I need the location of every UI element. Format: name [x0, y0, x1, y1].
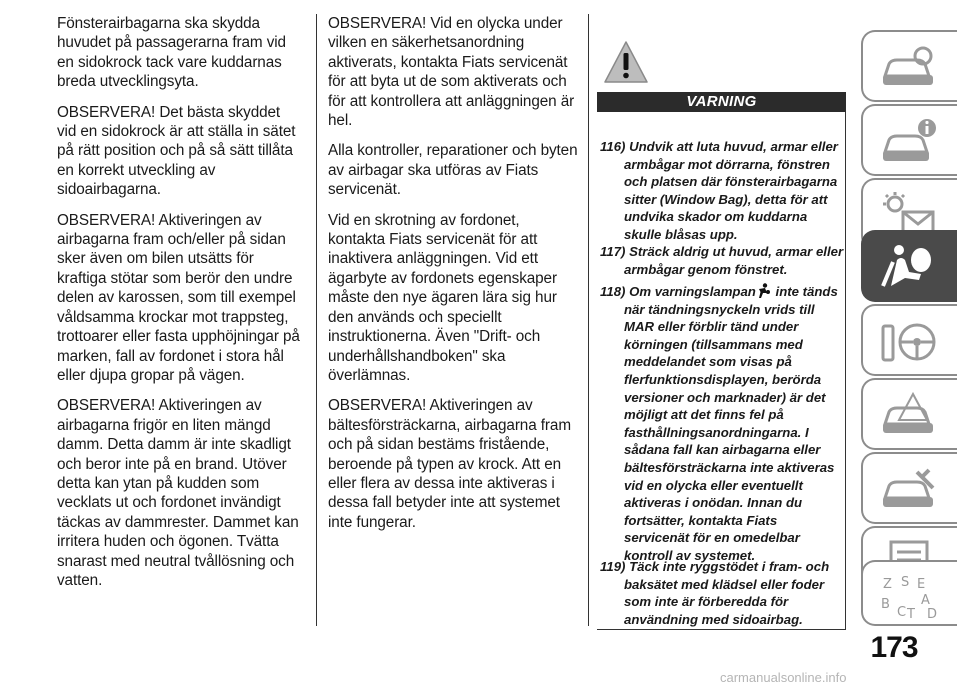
svg-text:Z: Z — [883, 577, 892, 592]
column-divider — [316, 14, 317, 626]
paragraph: OBSERVERA! Aktiveringen av airbagarna fram och/eller på sidan sker även om bilen utsätts för kraftiga stötar som berör den undre delen av karossen, som till exempel våldsamma krockar mot trappsteg, trottoarer eller fasta upphöjningar på marken, fall av fordonet i stora hål eller djupa gropar på vägen. — [57, 211, 300, 384]
svg-text:B: B — [881, 597, 890, 612]
warning-item-118-start: 118) Om varningslampan — [600, 284, 756, 299]
watermark: carmanualsonline.info — [720, 670, 847, 685]
warning-triangle-icon — [603, 40, 649, 84]
text-column-2 — [328, 14, 578, 543]
breakdown-car-icon — [877, 390, 941, 440]
warning-item-117: 117) Sträck aldrig ut huvud, armar eller armbågar genom fönstret. — [600, 244, 844, 277]
svg-text:C: C — [897, 605, 907, 620]
tab-car-info[interactable] — [861, 104, 957, 176]
warning-item-118-end: inte tänds när tändningsnyckeln vrids till MAR eller förblir tänd under körningen (tillsammans med meddelandet som visas på flerfunktionsdisplayen, berörda versioner och marknader) är det möjligt att det finns fel på fasthållningsanordningarna. I sådana fall kan airbagarna eller bältesförsträckarna inte aktiveras vid en olycka eller eventuellt aktiveras i onödan. Innan du fortsätter, kontakta Fiats servicenät för en omedelbar kontroll av systemet. — [624, 284, 838, 563]
paragraph: OBSERVERA! Vid en olycka under vilken en säkerhetsanordning aktiverats, kontakta Fiats servicenät för att byta ut de som aktiverats och för att kontrollera att anläggningen är hel. — [328, 15, 575, 130]
warning-item-118 — [600, 283, 844, 565]
airbag-seat-icon — [877, 242, 941, 292]
paragraph: OBSERVERA! Aktiveringen av bältesförsträckarna, airbagarna fram och på sidan bestäms fristående, beroende på typen av krock. Att en eller flera av dessa inte aktiveras i dessa fall betyder inte att systemet inte fungerar. — [328, 397, 571, 531]
svg-text:S: S — [901, 575, 910, 590]
tab-car-dashboard[interactable] — [861, 30, 957, 102]
svg-text:D: D — [927, 607, 938, 622]
car-info-icon — [877, 116, 941, 166]
paragraph: OBSERVERA! Aktiveringen av airbagarna frigör en liten mängd damm. Detta damm är inte skadligt och beror inte på en brand. Utöver detta kan ytan på kudden som vecklats ut och fordonet invändigt täckas av dammrester. Dammet kan irritera huden och ögonen. Tvätta snarast med neutral tvållösning och vatten. — [57, 397, 299, 589]
maintenance-car-icon — [877, 464, 941, 514]
paragraph: Alla kontroller, reparationer och byten av airbagar ska utföras av Fiats servicenät. — [328, 142, 578, 199]
tab-index[interactable] — [861, 560, 957, 626]
fuel-steering-icon — [877, 316, 941, 366]
airbag-warning-lamp-icon — [756, 283, 770, 299]
paragraph: Fönsterairbagarna ska skydda huvudet på passagerarna fram vid en sidokrock tack vare kuddarnas breda utvecklingsyta. — [57, 15, 286, 91]
index-letters-icon — [877, 572, 941, 622]
warning-item-116: 116) Undvik att luta huvud, armar eller armbågar mot dörrarna, fönstren och platsen där fönsterairbagarna sitter (Window Bag), detta för att undvika skador om kuddarna skulle blåsas upp. — [600, 139, 838, 242]
page-number: 173 — [870, 631, 918, 664]
svg-text:A: A — [921, 593, 930, 608]
text-column-1 — [57, 14, 303, 601]
warning-title: VARNING — [597, 92, 846, 112]
column-divider — [588, 14, 589, 626]
tab-fuel-steering[interactable] — [861, 304, 957, 376]
tab-breakdown[interactable] — [861, 378, 957, 450]
svg-text:E: E — [917, 577, 926, 592]
paragraph: Vid en skrotning av fordonet, kontakta Fiats servicenät för att inaktivera anläggningen. Vid ett ägarbyte av fordonets egenskaper måste den nye ägaren lära sig hur den används och speciellt instruktionerna. Även "Drift- och underhållshandboken" ska överlämnas. — [328, 211, 557, 384]
svg-text:T: T — [907, 607, 915, 622]
tab-maintenance[interactable] — [861, 452, 957, 524]
car-dashboard-icon — [877, 42, 941, 92]
warning-item-119: 119) Täck inte ryggstödet i fram- och baksätet med klädsel eller foder som inte är förberedda för användning med sidoairbag. — [600, 559, 830, 627]
paragraph: OBSERVERA! Det bästa skyddet vid en sidokrock är att ställa in sätet på rätt position och på så sätt tillåta en korrekt utveckling av sidoairbagarna. — [57, 103, 296, 199]
tab-airbag-safety[interactable] — [861, 230, 957, 302]
